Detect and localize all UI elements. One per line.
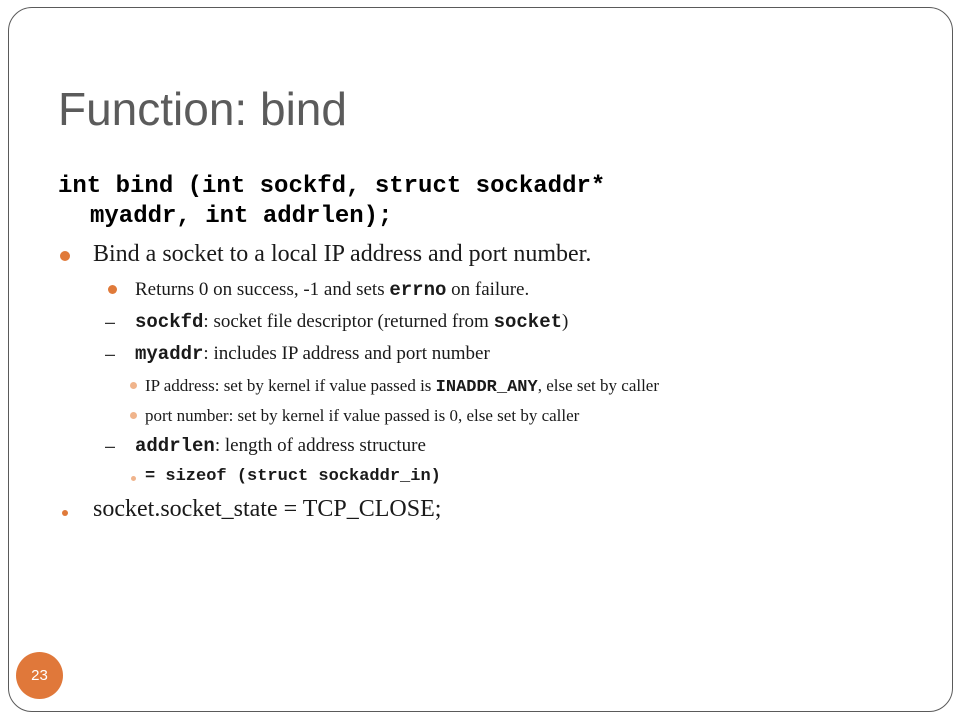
slide-title: Function: bind [58,83,347,135]
function-signature [58,172,838,232]
bullet-dot [60,251,70,261]
return-text-post: on failure. [446,279,530,300]
bullet-dash: – [105,436,116,456]
myaddr-code: myaddr [135,343,204,365]
signature-line-2: myaddr, int addrlen); [90,203,393,230]
bullet-addrlen [135,435,426,457]
ip-text-post: , else set by caller [537,376,660,395]
bullet-dot [108,285,117,294]
bullet-dash: – [105,344,116,364]
addrlen-text: : length of address structure [214,435,426,456]
bullet-port-number: port number: set by kernel if value passed is 0, else set by caller [145,406,580,425]
bullet-dot [62,510,68,516]
myaddr-text: : includes IP address and port number [203,343,490,364]
bullet-dot [130,412,137,419]
sockfd-text-post: ) [562,311,569,332]
socket-code: socket [493,311,563,333]
signature-line-1: int bind (int sockfd, struct sockaddr* [58,173,606,200]
bullet-dot [131,476,136,481]
bullet-myaddr [135,343,490,365]
addrlen-code: addrlen [135,435,215,457]
ip-text-pre: IP address: set by kernel if value passed is [145,376,436,395]
sockfd-text: : socket file descriptor (returned from [203,311,494,332]
page-number: 23 [31,667,48,684]
bullet-sizeof: = sizeof (struct sockaddr_in) [145,467,441,486]
bullet-dash: – [105,312,116,332]
bullet-bind-description: Bind a socket to a local IP address and port number. [93,241,592,267]
bullet-socket-state: socket.socket_state = TCP_CLOSE; [93,496,442,522]
bullet-ip-address [145,376,659,397]
bullet-dot [130,382,137,389]
page-number-badge [16,652,63,699]
bullet-sockfd [135,311,568,333]
inaddr-any-code: INADDR_ANY [435,378,538,397]
errno-code: errno [389,279,447,301]
return-text-pre: Returns 0 on success, -1 and sets [135,279,390,300]
sockfd-code: sockfd [135,311,204,333]
bullet-return-value [135,279,529,301]
